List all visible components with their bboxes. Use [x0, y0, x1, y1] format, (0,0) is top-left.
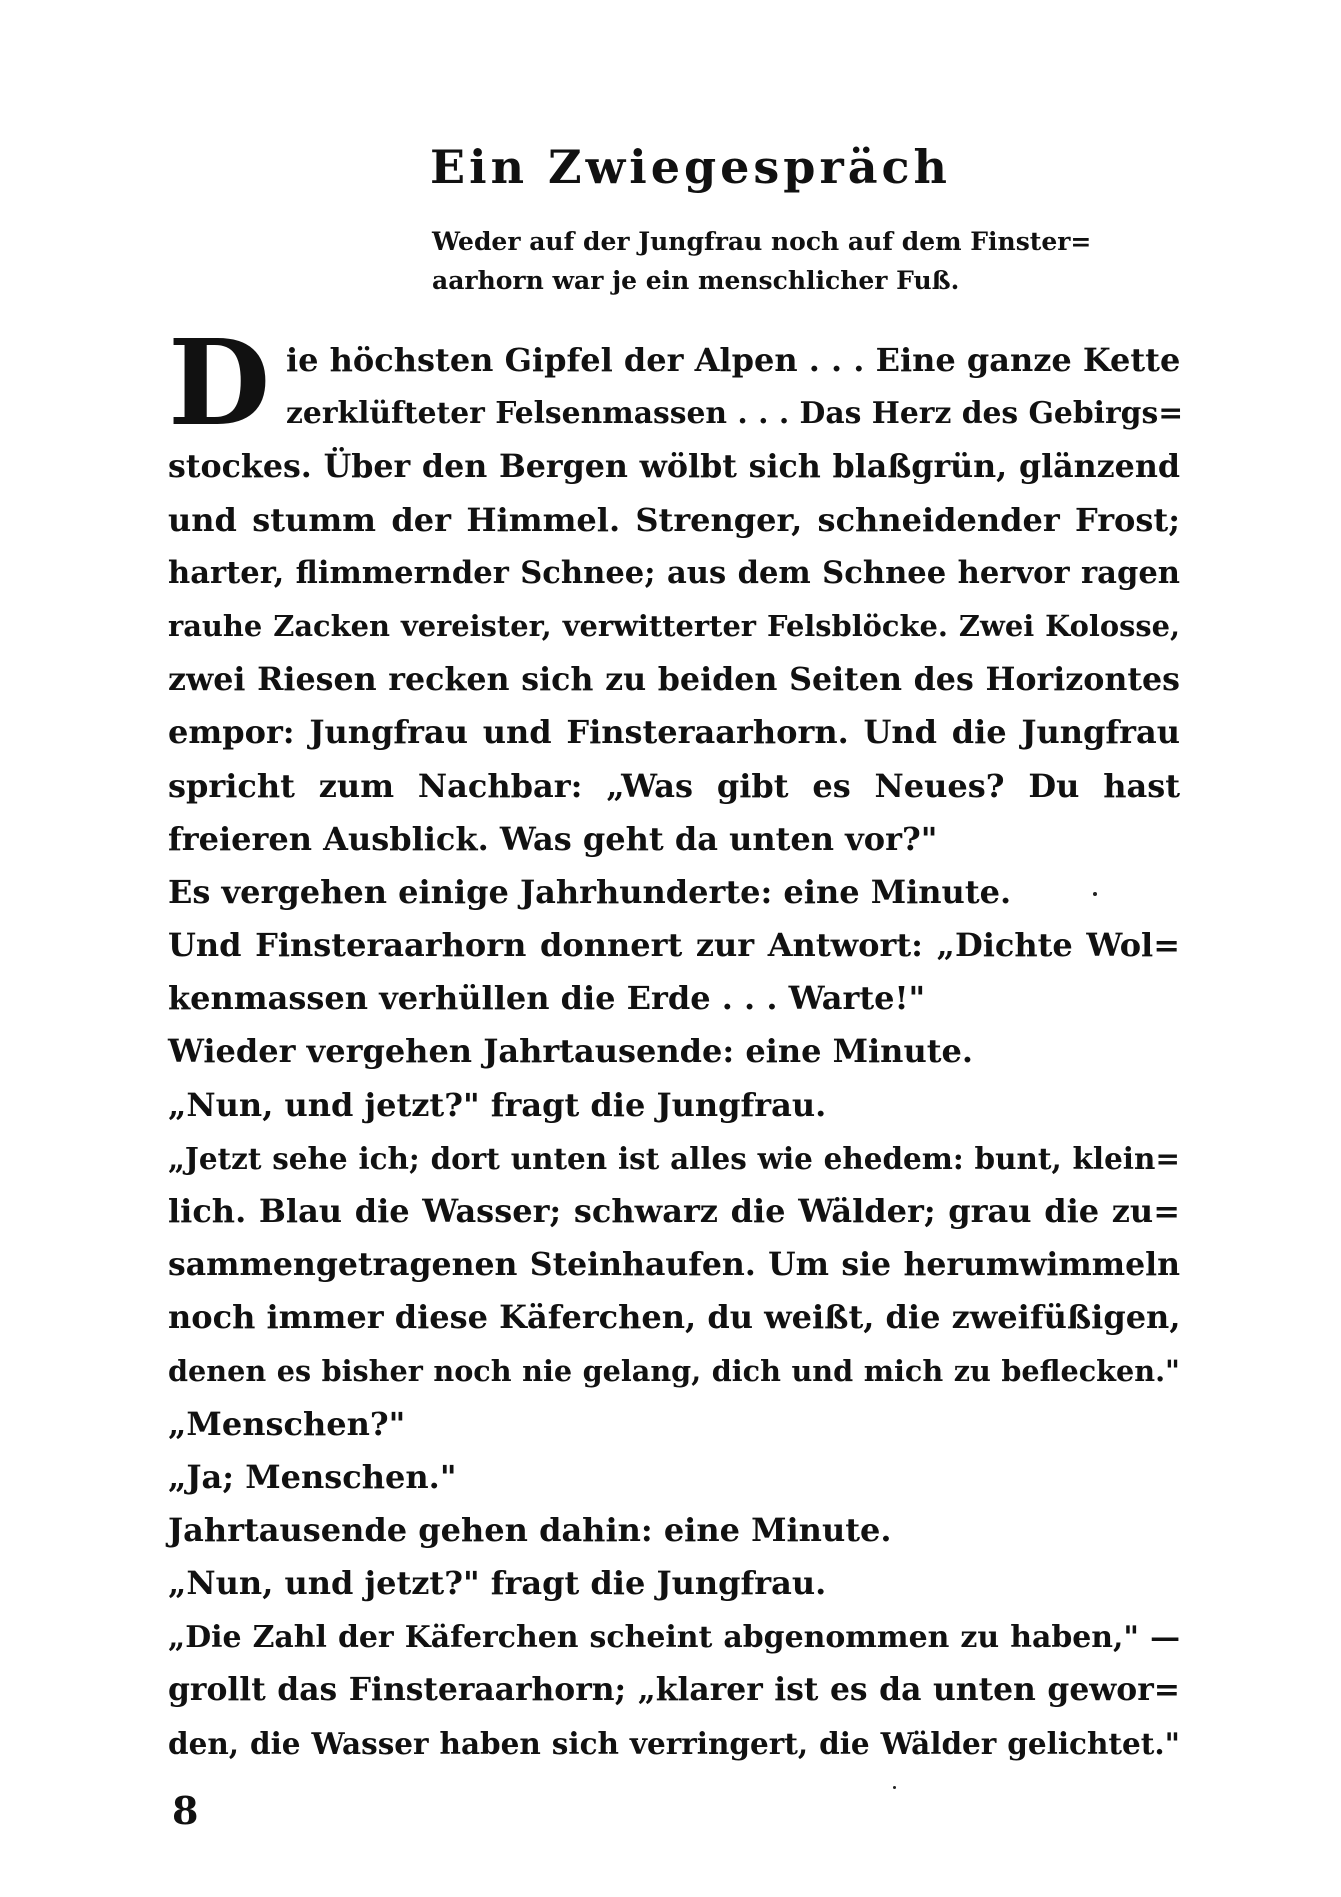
- text-line: spricht zum Nachbar: „Was gibt es Neues? Du hast: [168, 766, 1180, 805]
- text-line: zerklüfteter Felsenmassen . . . Das Herz des Gebirgs=: [286, 396, 1184, 432]
- text-line: rauhe Zacken vereister, verwitterter Felsblöcke. Zwei Kolosse,: [168, 608, 1180, 643]
- text-line: und stumm der Himmel. Strenger, schneidender Frost;: [168, 500, 1180, 539]
- text-line: sammengetragenen Steinhaufen. Um sie herumwimmeln: [168, 1246, 1180, 1284]
- text-line: „Nun, und jetzt?" fragt die Jungfrau.: [168, 1564, 827, 1603]
- page-number: 8: [172, 1788, 199, 1833]
- text-line: denen es bisher noch nie gelang, dich und mich zu beflecken.": [168, 1353, 1180, 1388]
- epigraph-line: aarhorn war je ein menschlicher Fuß.: [432, 266, 960, 295]
- body-text: [168, 334, 1184, 1770]
- text-line: Jahrtausende gehen dahin: eine Minute.: [168, 1511, 892, 1550]
- text-line: grollt das Finsteraarhorn; „klarer ist es da unten gewor=: [168, 1671, 1180, 1708]
- text-line: kenmassen verhüllen die Erde . . . Warte!": [168, 979, 926, 1018]
- epigraph-line: Weder auf der Jungfrau noch auf dem Finster=: [432, 227, 1092, 256]
- text-line: stockes. Über den Bergen wölbt sich blaßgrün, glänzend: [168, 448, 1180, 486]
- text-line: noch immer diese Käferchen, du weißt, die zweifüßigen,: [168, 1298, 1181, 1337]
- text-line: zwei Riesen recken sich zu beiden Seiten des Horizontes: [168, 661, 1180, 699]
- print-speck: [893, 1786, 896, 1789]
- text-line: „Nun, und jetzt?" fragt die Jungfrau.: [168, 1085, 827, 1124]
- text-line: den, die Wasser haben sich verringert, die Wälder gelichtet.": [168, 1725, 1180, 1761]
- drop-cap: D: [168, 313, 271, 452]
- text-line: freieren Ausblick. Was geht da unten vor?": [168, 819, 938, 858]
- print-speck: [1093, 892, 1097, 896]
- text-line: empor: Jungfrau und Finsteraarhorn. Und die Jungfrau: [168, 713, 1180, 752]
- text-line: Und Finsteraarhorn donnert zur Antwort: „Dichte Wol=: [168, 926, 1180, 965]
- text-line: lich. Blau die Wasser; schwarz die Wälder; grau die zu=: [168, 1192, 1180, 1230]
- text-line: „Ja; Menschen.": [168, 1457, 457, 1496]
- text-line: „Jetzt sehe ich; dort unten ist alles wie ehedem: bunt, klein=: [168, 1140, 1180, 1176]
- chapter-title: Ein Zwiegespräch: [430, 140, 951, 194]
- text-line: Wieder vergehen Jahrtausende: eine Minute.: [168, 1032, 973, 1071]
- text-line: harter, flimmernder Schnee; aus dem Schnee hervor ragen: [168, 554, 1180, 591]
- text-line: „Die Zahl der Käferchen scheint abgenommen zu haben," —: [168, 1619, 1180, 1655]
- epigraph: [432, 222, 1192, 300]
- text-line: Es vergehen einige Jahrhunderte: eine Minute.: [168, 872, 1012, 911]
- text-line: ie höchsten Gipfel der Alpen . . . Eine ganze Kette: [286, 341, 1181, 379]
- text-line: „Menschen?": [168, 1404, 406, 1443]
